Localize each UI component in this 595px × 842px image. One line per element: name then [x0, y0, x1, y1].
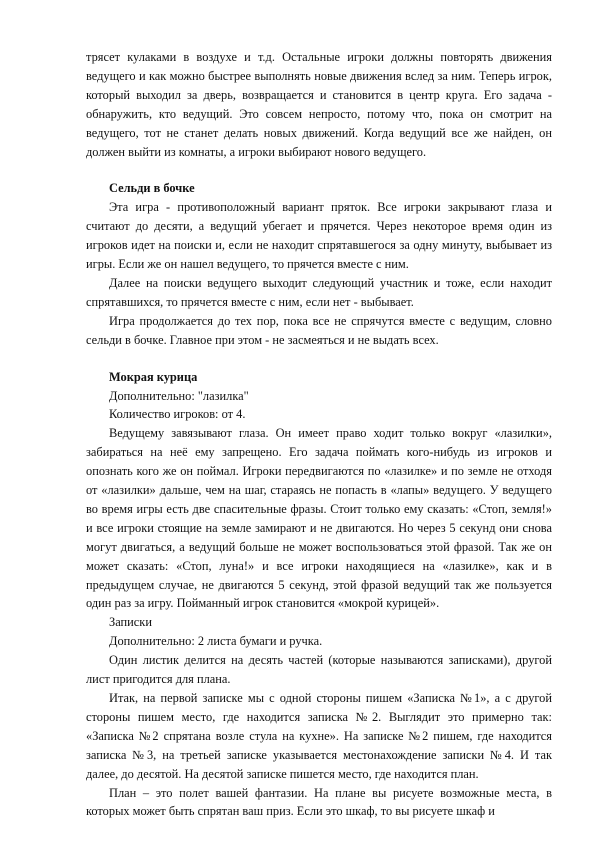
herring-paragraph-3: Игра продолжается до тех пор, пока все не спрячутся вместе с ведущим, словно сельди в бочке. Главное при этом - не засмеяться и не выдать всех.: [86, 313, 552, 347]
notes-paragraph-1: Один листик делится на десять частей (которые называются записками), другой лист пригодится для плана.: [86, 653, 552, 687]
herring-paragraph-2: Далее на поиски ведущего выходит следующий участник и тоже, если находит спрятавшихся, то прячется вместе с ним, если нет - выбывает.: [86, 275, 552, 309]
section-title-notes: Записки: [109, 615, 152, 630]
notes-paragraph-3: План – это полет вашей фантазии. На плане вы рисуете возможные места, в которых может быть спрятан ваш приз. Если это шкаф, то вы рисуете шкаф и: [86, 785, 552, 819]
section-title-herring: Сельди в бочке: [109, 181, 195, 196]
notes-extra-equipment: Дополнительно: 2 листа бумаги и ручка.: [109, 634, 323, 649]
intro-paragraph: трясет кулаками в воздухе и т.д. Остальные игроки должны повторять движения ведущего и как можно быстрее выполнять новые движения вслед за ним. Теперь игрок, который выходил за дверь, возвращается и становится в центр круга. Его задача - обнаружить, кто ведущий. Это совсем непросто, потому что, пока он смотрит на ведущего, тот не станет делать новых движений. Когда ведущий все же найден, он должен выйти из комнаты, а игроки выбирают нового ведущего.: [86, 50, 552, 159]
document-body: [86, 48, 552, 821]
notes-paragraph-2: Итак, на первой записке мы с одной стороны пишем «Записка №1», а с другой стороны пишем место, где находится записка №2. Выглядит это примерно так: «Записка №2 спрятана возле стула на кухне». На записке №2 пишем, где находится записка №3, на третьей записке указывается местонахождение записки №4. И так далее, до десятой. На десятой записке пишется место, где находится план.: [86, 691, 552, 781]
herring-paragraph-1: Эта игра - противоположный вариант пряток. Все игроки закрывают глаза и считают до десяти, а ведущий убегает и прячется. Через некоторое время один из игроков идет на поиски и, если не находит спрятавшегося за одну минуту, выбывает из игры. Если же он нашел ведущего, то прячется вместе с ним.: [86, 200, 552, 272]
chicken-extra-equipment: Дополнительно: "лазилка": [109, 388, 249, 403]
chicken-paragraph: Ведущему завязывают глаза. Он имеет право ходит только вокруг «лазилки», забираться на неё ему запрещено. Его задача поймать кого-нибудь из игроков и опознать кого же он поймал. Игроки передвигаются по «лазилке» и по земле не отходя от «лазилки» дальше, чем на шаг, стараясь не попасть в «лапы» ведущего. У ведущего во время игры есть две спасительные фразы. Стоит только ему сказать: «Стоп, земля!» и все игроки стоящие на земле замирают и не двигаются. Но через 5 секунд они снова могут двигаться, а ведущий больше не может воспользоваться этой фразой. Так же он может сказать: «Стоп, луна!» и все игроки находящиеся на «лазилке», как и в предыдущем случае, не двигаются 5 секунд, этой фразой ведущий так же пользуется один раз за игру. Пойманный игрок становится «мокрой курицей».: [86, 426, 552, 611]
chicken-player-count: Количество игроков: от 4.: [109, 407, 246, 422]
section-title-wet-chicken: Мокрая курица: [109, 369, 198, 384]
